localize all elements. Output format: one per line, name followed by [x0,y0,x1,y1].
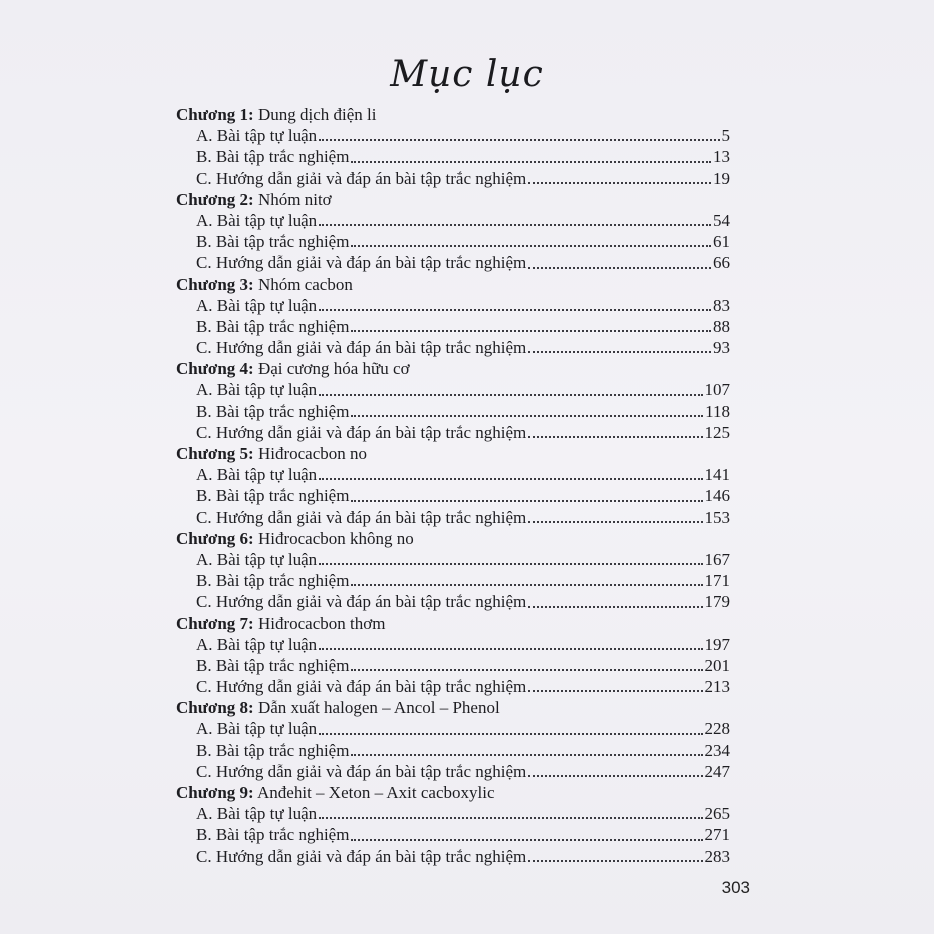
entry-label: A. Bài tập tự luận [196,719,318,739]
toc-entry [176,168,730,189]
toc-entry [176,485,730,506]
dot-leader [319,648,702,650]
entry-page-number: 201 [704,655,730,675]
entry-label: C. Hướng dẫn giải và đáp án bài tập trắc nghiệm [196,422,527,442]
toc-entry [176,464,730,485]
toc-entry [176,761,730,782]
entry-label: A. Bài tập tự luận [196,126,318,146]
entry-label: B. Bài tập trắc nghiệm [196,232,350,252]
chapter-heading [176,613,730,634]
page-title: Mục lục [390,54,544,95]
dot-leader [351,500,702,502]
toc-chapter [176,613,730,698]
entry-label: B. Bài tập trắc nghiệm [196,571,350,591]
toc-entry [176,252,730,273]
chapter-heading [176,697,730,718]
chapter-number: Chương 3: [176,274,254,294]
entry-page-number: 153 [704,507,730,527]
dot-leader [319,309,711,311]
dot-leader [528,436,702,438]
entry-page-number: 107 [704,380,730,400]
chapter-name: Hiđrocacbon thơm [257,613,386,633]
chapter-name: Dung dịch điện li [257,105,377,124]
entry-label: C. Hướng dẫn giải và đáp án bài tập trắc nghiệm [196,592,527,612]
entry-label: A. Bài tập tự luận [196,804,318,824]
toc-entry [176,295,730,316]
toc-chapter [176,358,730,443]
entry-page-number: 247 [704,761,730,781]
entry-page-number: 146 [704,486,730,506]
chapter-name: Anđehit – Xeton – Axit cacboxylic [257,783,495,802]
entry-label: B. Bài tập trắc nghiệm [196,825,350,845]
chapter-number: Chương 6: [176,528,254,548]
chapter-heading [176,274,730,295]
chapter-name: Nhóm cacbon [257,274,353,294]
dot-leader [319,817,702,819]
dot-leader [351,839,702,841]
chapter-heading [176,782,730,803]
chapter-number: Chương 9: [176,783,254,802]
chapter-heading [176,528,730,549]
entry-page-number: 265 [704,804,730,824]
entry-label: C. Hướng dẫn giải và đáp án bài tập trắc nghiệm [196,761,527,781]
entry-page-number: 271 [704,825,730,845]
entry-page-number: 171 [704,571,730,591]
toc-entry [176,422,730,443]
toc-chapter [176,189,730,274]
toc-entry [176,231,730,252]
toc-entry [176,570,730,591]
dot-leader [528,690,702,692]
chapter-name: Đại cương hóa hữu cơ [257,359,410,379]
dot-leader [528,267,711,269]
entry-page-number: 61 [713,232,730,252]
dot-leader [351,415,703,417]
chapter-heading [176,443,730,464]
chapter-heading [176,358,730,379]
toc-chapter [176,274,730,359]
entry-label: B. Bài tập trắc nghiệm [196,486,350,506]
dot-leader [319,478,702,480]
entry-label: C. Hướng dẫn giải và đáp án bài tập trắc nghiệm [196,677,527,697]
entry-page-number: 54 [713,210,730,230]
entry-label: B. Bài tập trắc nghiệm [196,316,350,336]
entry-page-number: 283 [704,846,730,866]
entry-label: A. Bài tập tự luận [196,380,318,400]
entry-page-number: 197 [704,634,730,654]
page-number: 303 [721,878,750,897]
dot-leader [528,860,702,862]
entry-label: C. Hướng dẫn giải và đáp án bài tập trắc nghiệm [196,507,527,527]
entry-page-number: 19 [713,168,730,188]
dot-leader [351,330,711,332]
entry-page-number: 179 [704,592,730,612]
toc-entry [176,210,730,231]
chapter-name: Hiđrocacbon không no [257,528,414,548]
toc-entry [176,316,730,337]
entry-label: C. Hướng dẫn giải và đáp án bài tập trắc nghiệm [196,168,527,188]
entry-label: A. Bài tập tự luận [196,634,318,654]
entry-page-number: 118 [705,401,730,421]
toc-entry [176,549,730,570]
dot-leader [528,606,702,608]
toc-entry [176,401,730,422]
entry-page-number: 93 [713,338,730,358]
dot-leader [319,733,702,735]
table-of-contents [176,104,730,867]
entry-page-number: 66 [713,253,730,273]
chapter-name: Dẫn xuất halogen – Ancol – Phenol [257,698,500,718]
entry-label: B. Bài tập trắc nghiệm [196,740,350,760]
chapter-number: Chương 1: [176,105,254,124]
dot-leader [319,394,702,396]
entry-label: B. Bài tập trắc nghiệm [196,655,350,675]
chapter-name: Hiđrocacbon no [257,444,368,463]
chapter-number: Chương 2: [176,189,254,209]
toc-entry [176,634,730,655]
chapter-heading [176,189,730,210]
toc-entry [176,824,730,845]
dot-leader [351,245,711,247]
toc-entry [176,655,730,676]
entry-page-number: 234 [704,740,730,760]
dot-leader [351,161,711,163]
dot-leader [351,754,702,756]
toc-chapter [176,782,730,867]
toc-entry [176,379,730,400]
chapter-number: Chương 7: [176,613,254,633]
entry-label: A. Bài tập tự luận [196,549,318,569]
entry-page-number: 228 [704,719,730,739]
toc-chapter [176,104,730,189]
toc-entry [176,803,730,824]
dot-leader [351,584,702,586]
entry-page-number: 5 [721,126,730,146]
entry-label: B. Bài tập trắc nghiệm [196,401,350,421]
entry-page-number: 167 [704,549,730,569]
chapter-number: Chương 8: [176,698,254,718]
entry-page-number: 141 [704,465,730,485]
dot-leader [319,224,711,226]
toc-entry [176,740,730,761]
chapter-number: Chương 5: [176,444,254,463]
entry-label: C. Hướng dẫn giải và đáp án bài tập trắc nghiệm [196,338,527,358]
dot-leader [528,182,711,184]
dot-leader [319,139,719,141]
entry-page-number: 83 [713,295,730,315]
toc-chapter [176,697,730,782]
chapter-heading [176,104,730,125]
entry-page-number: 88 [713,316,730,336]
toc-entry [176,846,730,867]
dot-leader [528,351,711,353]
chapter-name: Nhóm nitơ [257,189,332,209]
toc-entry [176,125,730,146]
chapter-number: Chương 4: [176,359,254,379]
toc-entry [176,591,730,612]
toc-entry [176,146,730,167]
toc-entry [176,337,730,358]
entry-label: A. Bài tập tự luận [196,210,318,230]
dot-leader [528,521,702,523]
entry-page-number: 213 [704,677,730,697]
toc-entry [176,676,730,697]
entry-page-number: 125 [704,422,730,442]
toc-chapter [176,443,730,528]
dot-leader [528,775,702,777]
entry-label: A. Bài tập tự luận [196,465,318,485]
dot-leader [351,669,702,671]
toc-entry [176,718,730,739]
entry-page-number: 13 [713,147,730,167]
entry-label: A. Bài tập tự luận [196,295,318,315]
dot-leader [319,563,702,565]
entry-label: B. Bài tập trắc nghiệm [196,147,350,167]
toc-entry [176,507,730,528]
entry-label: C. Hướng dẫn giải và đáp án bài tập trắc nghiệm [196,846,527,866]
entry-label: C. Hướng dẫn giải và đáp án bài tập trắc nghiệm [196,253,527,273]
toc-chapter [176,528,730,613]
